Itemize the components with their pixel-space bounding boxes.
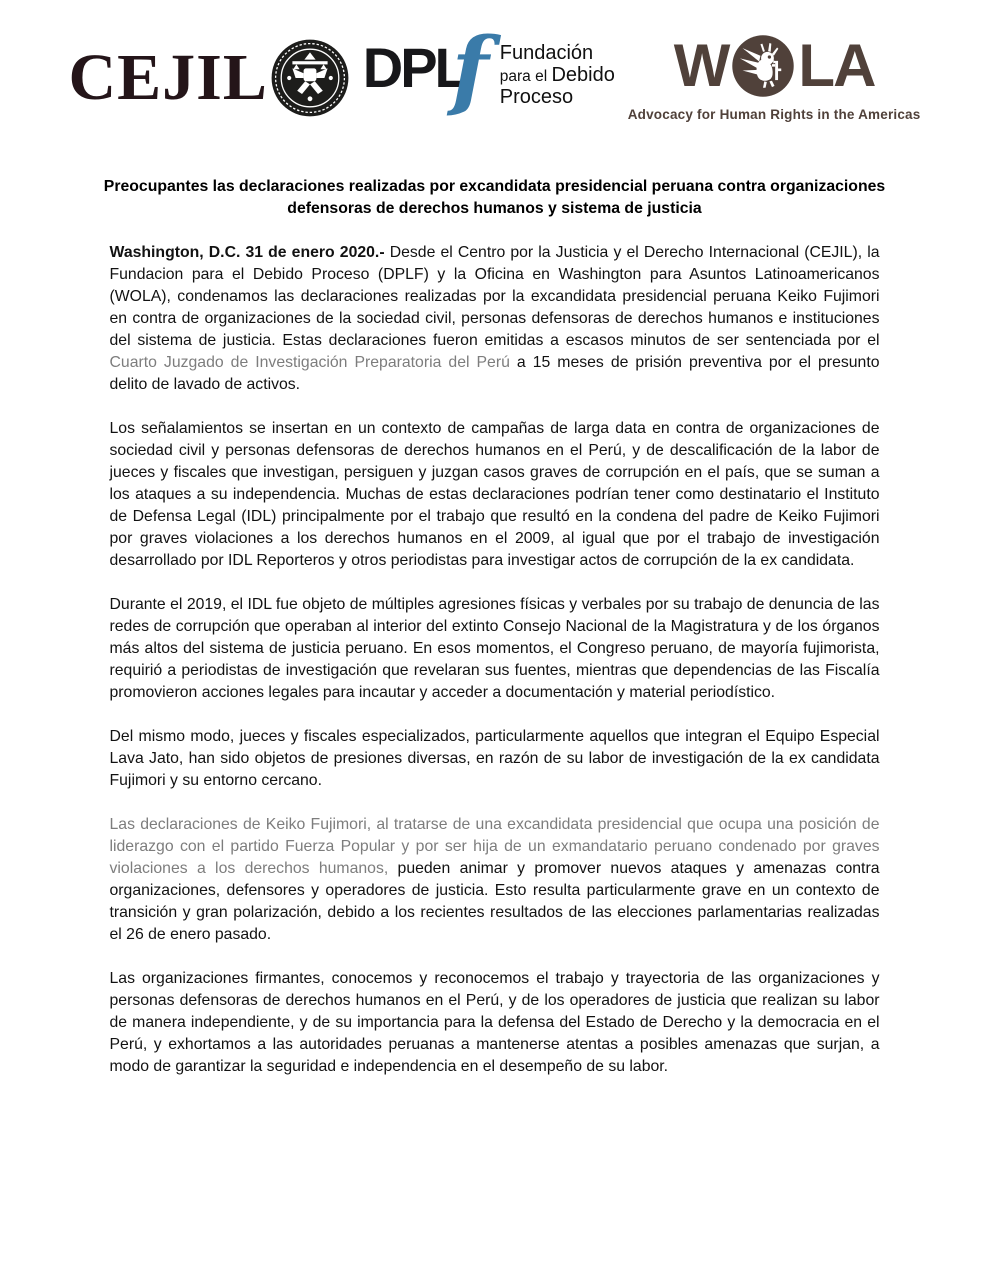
paragraph-4 xyxy=(110,726,880,792)
text-segment-normal: Los señalamientos se insertan en un contexto de campañas de larga data en contra de organizaciones de sociedad civil y personas defensoras de derechos humanos en el Perú, y de descalificación de la labor de jueces y fiscales que investigan, persiguen y juzgan casos graves de corrupción en el país, que se suman a los ataques a su independencia. Muchas de estas declaraciones podrían tener como destinatario el Instituto de Defensa Legal (IDL) principalmente por el trabajo que resultó en la condena del padre de Keiko Fujimori por graves violaciones a los derechos humanos en el 2009, al igual que por el trabajo de investigación desarrollado por IDL Reporteros y otros periodistas para investigar actos de corrupción de la ex candidata. xyxy=(109,420,880,569)
dplf-name-line3: Proceso xyxy=(499,86,574,108)
text-segment-normal: Desde el Centro por la Justicia y el Derecho Internacional (CEJIL), la Fundacion para el Debido Proceso (DPLF) y la Oficina en Washington para Asuntos Latinoamericanos (WOLA), condenamos las declaraciones realizadas por la excandidata presidencial peruana Keiko Fujimori en contra de organizaciones de la sociedad civil, personas defensoras de derechos humanos e instituciones del sistema de justicia. Estas declaraciones fueron emitidas a escasos minutos de ser sentenciada por el xyxy=(109,244,880,349)
dplf-dpl-letters: DPL xyxy=(362,36,466,99)
wola-tagline: Advocacy for Human Rights in the Americas xyxy=(627,107,921,122)
dplf-wordmark xyxy=(362,19,486,120)
text-segment-grey: Cuarto Juzgado de Investigación Preparatoria del Perú xyxy=(109,354,510,371)
logo-header xyxy=(68,19,921,134)
dplf-logo xyxy=(362,19,615,120)
cejil-logo xyxy=(69,38,350,118)
text-segment-normal: Las organizaciones firmantes, conocemos y reconocemos el trabajo y trayectoria de las organizaciones y personas defensoras de derechos humanos en el Perú, y de los operadores de justicia que realizan su labor de manera independiente, y de su importancia para la defensa del Estado de Derecho y la democracia en el Perú, y exhortamos a las autoridades peruanas a mantenerse atentas a posibles amenazas que surjan, a modo de garantizar la seguridad e independencia en el desempeño de su labor. xyxy=(109,970,880,1075)
wola-w-letter: W xyxy=(673,32,729,99)
document-title: Preocupantes las declaraciones realizadas por excandidata presidencial peruana contra organizaciones defensoras de derechos humanos y sistema de justicia xyxy=(103,178,886,217)
dplf-name-line1: Fundación xyxy=(499,42,594,64)
wola-logo xyxy=(628,34,921,122)
cejil-seal-icon xyxy=(270,38,350,118)
paragraph-6 xyxy=(110,968,880,1078)
paragraph-1 xyxy=(110,242,880,396)
text-segment-bold: Washington, D.C. 31 de enero 2020.- xyxy=(109,244,390,261)
wola-wordmark xyxy=(674,34,875,98)
text-segment-normal: Durante el 2019, el IDL fue objeto de múltiples agresiones físicas y verbales por su trabajo de denuncia de las redes de corrupción que operaban al interior del extinto Consejo Nacional de la Magistratura y de los órganos más altos del sistema de justicia peruano. En esos momentos, el Congreso peruano, de mayoría fujimorista, requirió a periodistas de investigación que revelaran sus fuentes, mientras que dependencias de las Fiscalía promovieron acciones legales para incautar y acceder a documentación y material periodístico. xyxy=(109,596,880,701)
text-segment-normal: pueden animar y promover nuevos ataques y amenazas contra organizaciones, defensores y operadores de justicia. Esto resulta particularmente grave en un contexto de transición y gran polarización, debido a los recientes resultados de las elecciones parlamentarias realizadas el 26 de enero pasado. xyxy=(109,860,880,943)
dplf-f-letter: f xyxy=(451,19,486,120)
wola-bird-emblem-icon xyxy=(731,34,795,98)
wola-la-letters: LA xyxy=(798,32,875,99)
dplf-org-name xyxy=(500,40,615,108)
dplf-name-line2-big: Debido xyxy=(551,64,615,86)
text-segment-normal: a 15 meses de prisión preventiva por el presunto delito de lavado de activos. xyxy=(109,354,880,393)
paragraph-5 xyxy=(110,814,880,946)
text-segment-grey: Las declaraciones de Keiko Fujimori, al tratarse de una excandidata presidencial que ocupa una posición de liderazgo con el partido Fuerza Popular y por ser hija de un exmandatario peruano condenado por graves violaciones a los derechos humanos, xyxy=(109,816,880,877)
dplf-name-line2-small: para el xyxy=(499,68,552,85)
paragraph-2 xyxy=(110,418,880,572)
document-body xyxy=(110,242,880,1078)
text-segment-normal: Del mismo modo, jueces y fiscales especializados, particularmente aquellos que integran el Equipo Especial Lava Jato, han sido objetos de presiones diversas, en razón de su labor de investigación de la ex candidata Fujimori y su entorno cercano. xyxy=(109,728,880,789)
paragraph-3 xyxy=(110,594,880,704)
cejil-wordmark: CEJIL xyxy=(68,41,268,114)
